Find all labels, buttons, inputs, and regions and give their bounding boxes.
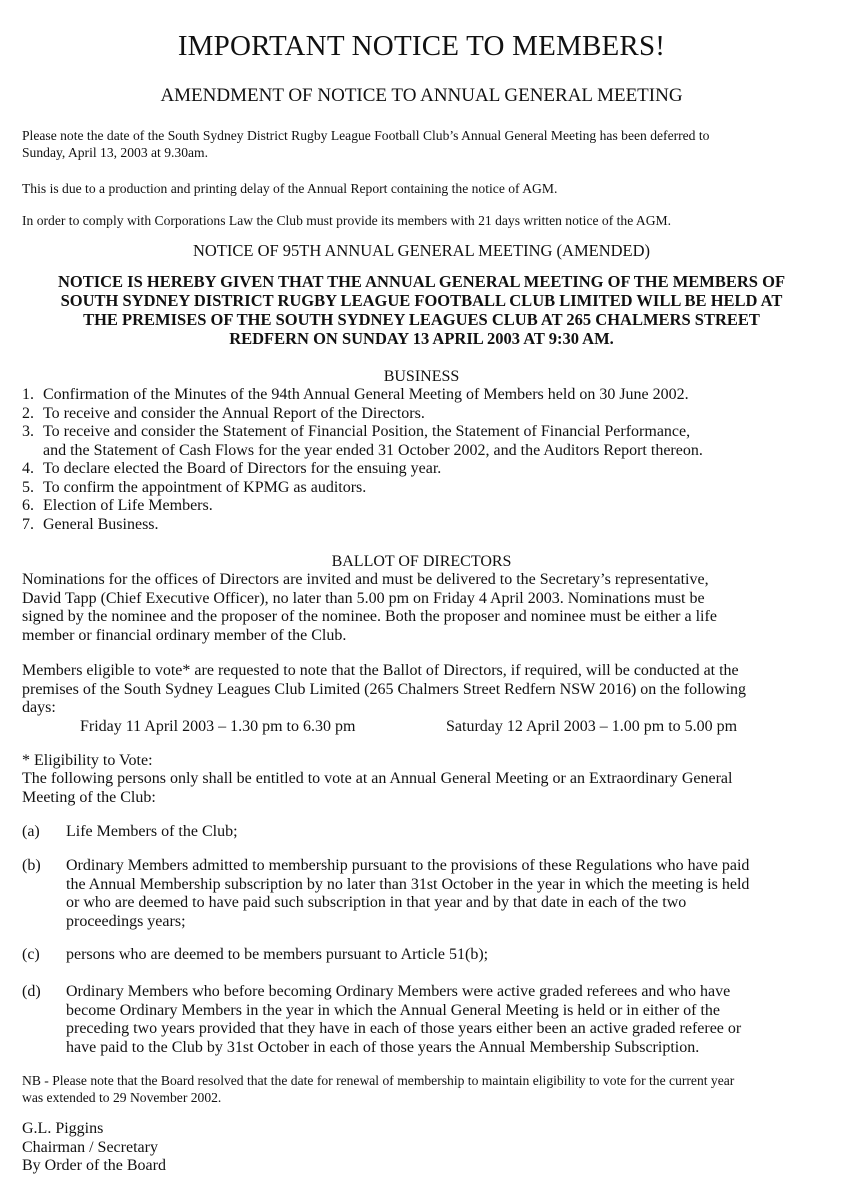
eligibility-intro-line: The following persons only shall be entitled to vote at an Annual General Meeting or an Extraordinary General (22, 770, 733, 787)
business-item (22, 386, 703, 405)
eligibility-item-line: the Annual Membership subscription by no later than 31st October in the year in which the meeting is held (66, 875, 750, 893)
ballot-line: signed by the nominee and the proposer of the nominee. Both the proposer and nominee must be either a life (22, 608, 717, 625)
notice-heading: NOTICE OF 95TH ANNUAL GENERAL MEETING (AMENDED) (192, 241, 651, 260)
eligibility-item-line: proceedings years; (66, 912, 186, 930)
intro-line: Sunday, April 13, 2003 at 9.30am. (22, 145, 209, 160)
business-item-number: 6. (22, 497, 34, 514)
ballot-day-saturday: Saturday 12 April 2003 – 1.00 pm to 5.00 pm (446, 718, 738, 735)
eligibility-item-label: (d) (22, 983, 41, 1000)
eligibility-item-text: Life Members of the Club; (66, 823, 238, 840)
business-item-number: 5. (22, 478, 34, 496)
business-item-text: To confirm the appointment of KPMG as auditors. (43, 478, 367, 496)
nb-note (22, 1072, 734, 1106)
eligibility-item-line: Ordinary Members admitted to membership pursuant to the provisions of these Regulations who have paid (66, 857, 750, 874)
ballot-line: Nominations for the offices of Directors are invited and must be delivered to the Secretary’s representative, (22, 571, 709, 588)
intro-paragraph (22, 127, 709, 161)
ballot-line: premises of the South Sydney Leagues Club Limited (265 Chalmers Street Redfern NSW 2016) on the following (22, 680, 747, 698)
notice-line: REDFERN ON SUNDAY 13 APRIL 2003 AT 9:30 AM. (229, 329, 614, 348)
notice-line: THE PREMISES OF THE SOUTH SYDNEY LEAGUES CLUB AT 265 CHALMERS STREET (83, 310, 760, 329)
business-heading: BUSINESS (383, 368, 460, 385)
intro-reason: This is due to a production and printing delay of the Annual Report containing the notice of AGM. (22, 181, 558, 196)
eligibility-intro-line: Meeting of the Club: (22, 788, 156, 806)
intro-compliance: In order to comply with Corporations Law the Club must provide its members with 21 days written notice of the AGM. (22, 213, 672, 228)
business-item (22, 405, 703, 424)
eligibility-item-line: become Ordinary Members in the year in which the Annual General Meeting is held or in either of the (66, 1001, 721, 1019)
eligibility-item-line: or who are deemed to have paid such subscription in that year and by that date in each of the two (66, 894, 687, 911)
business-item (22, 460, 703, 479)
nb-line: was extended to 29 November 2002. (22, 1090, 222, 1105)
eligibility-item-label: (b) (22, 857, 41, 874)
business-item-text: Confirmation of the Minutes of the 94th Annual General Meeting of Members held on 30 June 2002. (43, 386, 689, 403)
business-item-text (43, 423, 703, 460)
business-item-line: To receive and consider the Statement of Financial Position, the Statement of Financial Performance, (43, 423, 691, 440)
eligibility-item-text (66, 983, 741, 1057)
notice-line: NOTICE IS HEREBY GIVEN THAT THE ANNUAL GENERAL MEETING OF THE MEMBERS OF (57, 272, 786, 291)
business-item-text: To receive and consider the Annual Report of the Directors. (43, 404, 425, 422)
intro-line: Please note the date of the South Sydney District Rugby League Football Club’s Annual General Meeting has been deferred to (22, 128, 710, 143)
business-item-text: Election of Life Members. (43, 497, 213, 514)
ballot-day-friday: Friday 11 April 2003 – 1.30 pm to 6.30 pm (80, 718, 356, 735)
eligibility-item-line: preceding two years provided that they have in each of those years either been an active graded referee or (66, 1020, 742, 1037)
business-list (22, 386, 703, 534)
ballot-line: Members eligible to vote* are requested to note that the Ballot of Directors, if required, will be conducted at the (22, 662, 739, 679)
eligibility-item-line: have paid to the Club by 31st October in each of those years the Annual Membership Subscription. (66, 1038, 700, 1056)
eligibility-item-label: (a) (22, 823, 40, 840)
ballot-nominations (22, 571, 717, 645)
eligibility-item-c (22, 946, 488, 965)
signature-block (22, 1120, 166, 1176)
nb-line: NB - Please note that the Board resolved that the date for renewal of membership to maintain eligibility to vote for the current year (22, 1073, 735, 1088)
ballot-voting (22, 662, 746, 718)
page-subtitle: AMENDMENT OF NOTICE TO ANNUAL GENERAL MEETING (160, 85, 683, 106)
eligibility-item-text: persons who are deemed to be members pursuant to Article 51(b); (66, 946, 489, 963)
business-item (22, 423, 703, 460)
notice-line: SOUTH SYDNEY DISTRICT RUGBY LEAGUE FOOTBALL CLUB LIMITED WILL BE HELD AT (60, 291, 783, 310)
eligibility-heading: * Eligibility to Vote: (22, 752, 153, 769)
page-title: IMPORTANT NOTICE TO MEMBERS! (177, 30, 666, 62)
ballot-line: member or financial ordinary member of the Club. (22, 626, 347, 644)
business-item-number: 7. (22, 515, 34, 533)
eligibility-item-label: (c) (22, 946, 40, 963)
business-item-number: 2. (22, 404, 34, 422)
eligibility-item-d (22, 983, 741, 1057)
business-item (22, 497, 703, 516)
business-item-number: 3. (22, 423, 34, 440)
eligibility-item-text (66, 857, 749, 931)
eligibility-intro (22, 770, 732, 807)
ballot-line: David Tapp (Chief Executive Officer), no later than 5.00 pm on Friday 4 April 2003. Nominations must be (22, 589, 705, 607)
signature-role: Chairman / Secretary (22, 1138, 158, 1156)
business-item-line: and the Statement of Cash Flows for the year ended 31 October 2002, and the Auditors Report thereon. (43, 441, 703, 459)
signature-order: By Order of the Board (22, 1157, 166, 1174)
notice-body (0, 272, 843, 348)
eligibility-item-b (22, 857, 749, 931)
business-item-text: To declare elected the Board of Directors for the ensuing year. (43, 460, 442, 477)
eligibility-item-line: Ordinary Members who before becoming Ordinary Members were active graded referees and who have (66, 983, 731, 1000)
business-item-number: 4. (22, 460, 34, 477)
business-item-number: 1. (22, 386, 34, 403)
business-item-text: General Business. (43, 515, 159, 533)
signature-name: G.L. Piggins (22, 1120, 104, 1137)
ballot-line: days: (22, 699, 56, 716)
business-item (22, 516, 703, 535)
business-item (22, 479, 703, 498)
ballot-heading: BALLOT OF DIRECTORS (331, 553, 512, 570)
eligibility-item-a (22, 823, 238, 842)
